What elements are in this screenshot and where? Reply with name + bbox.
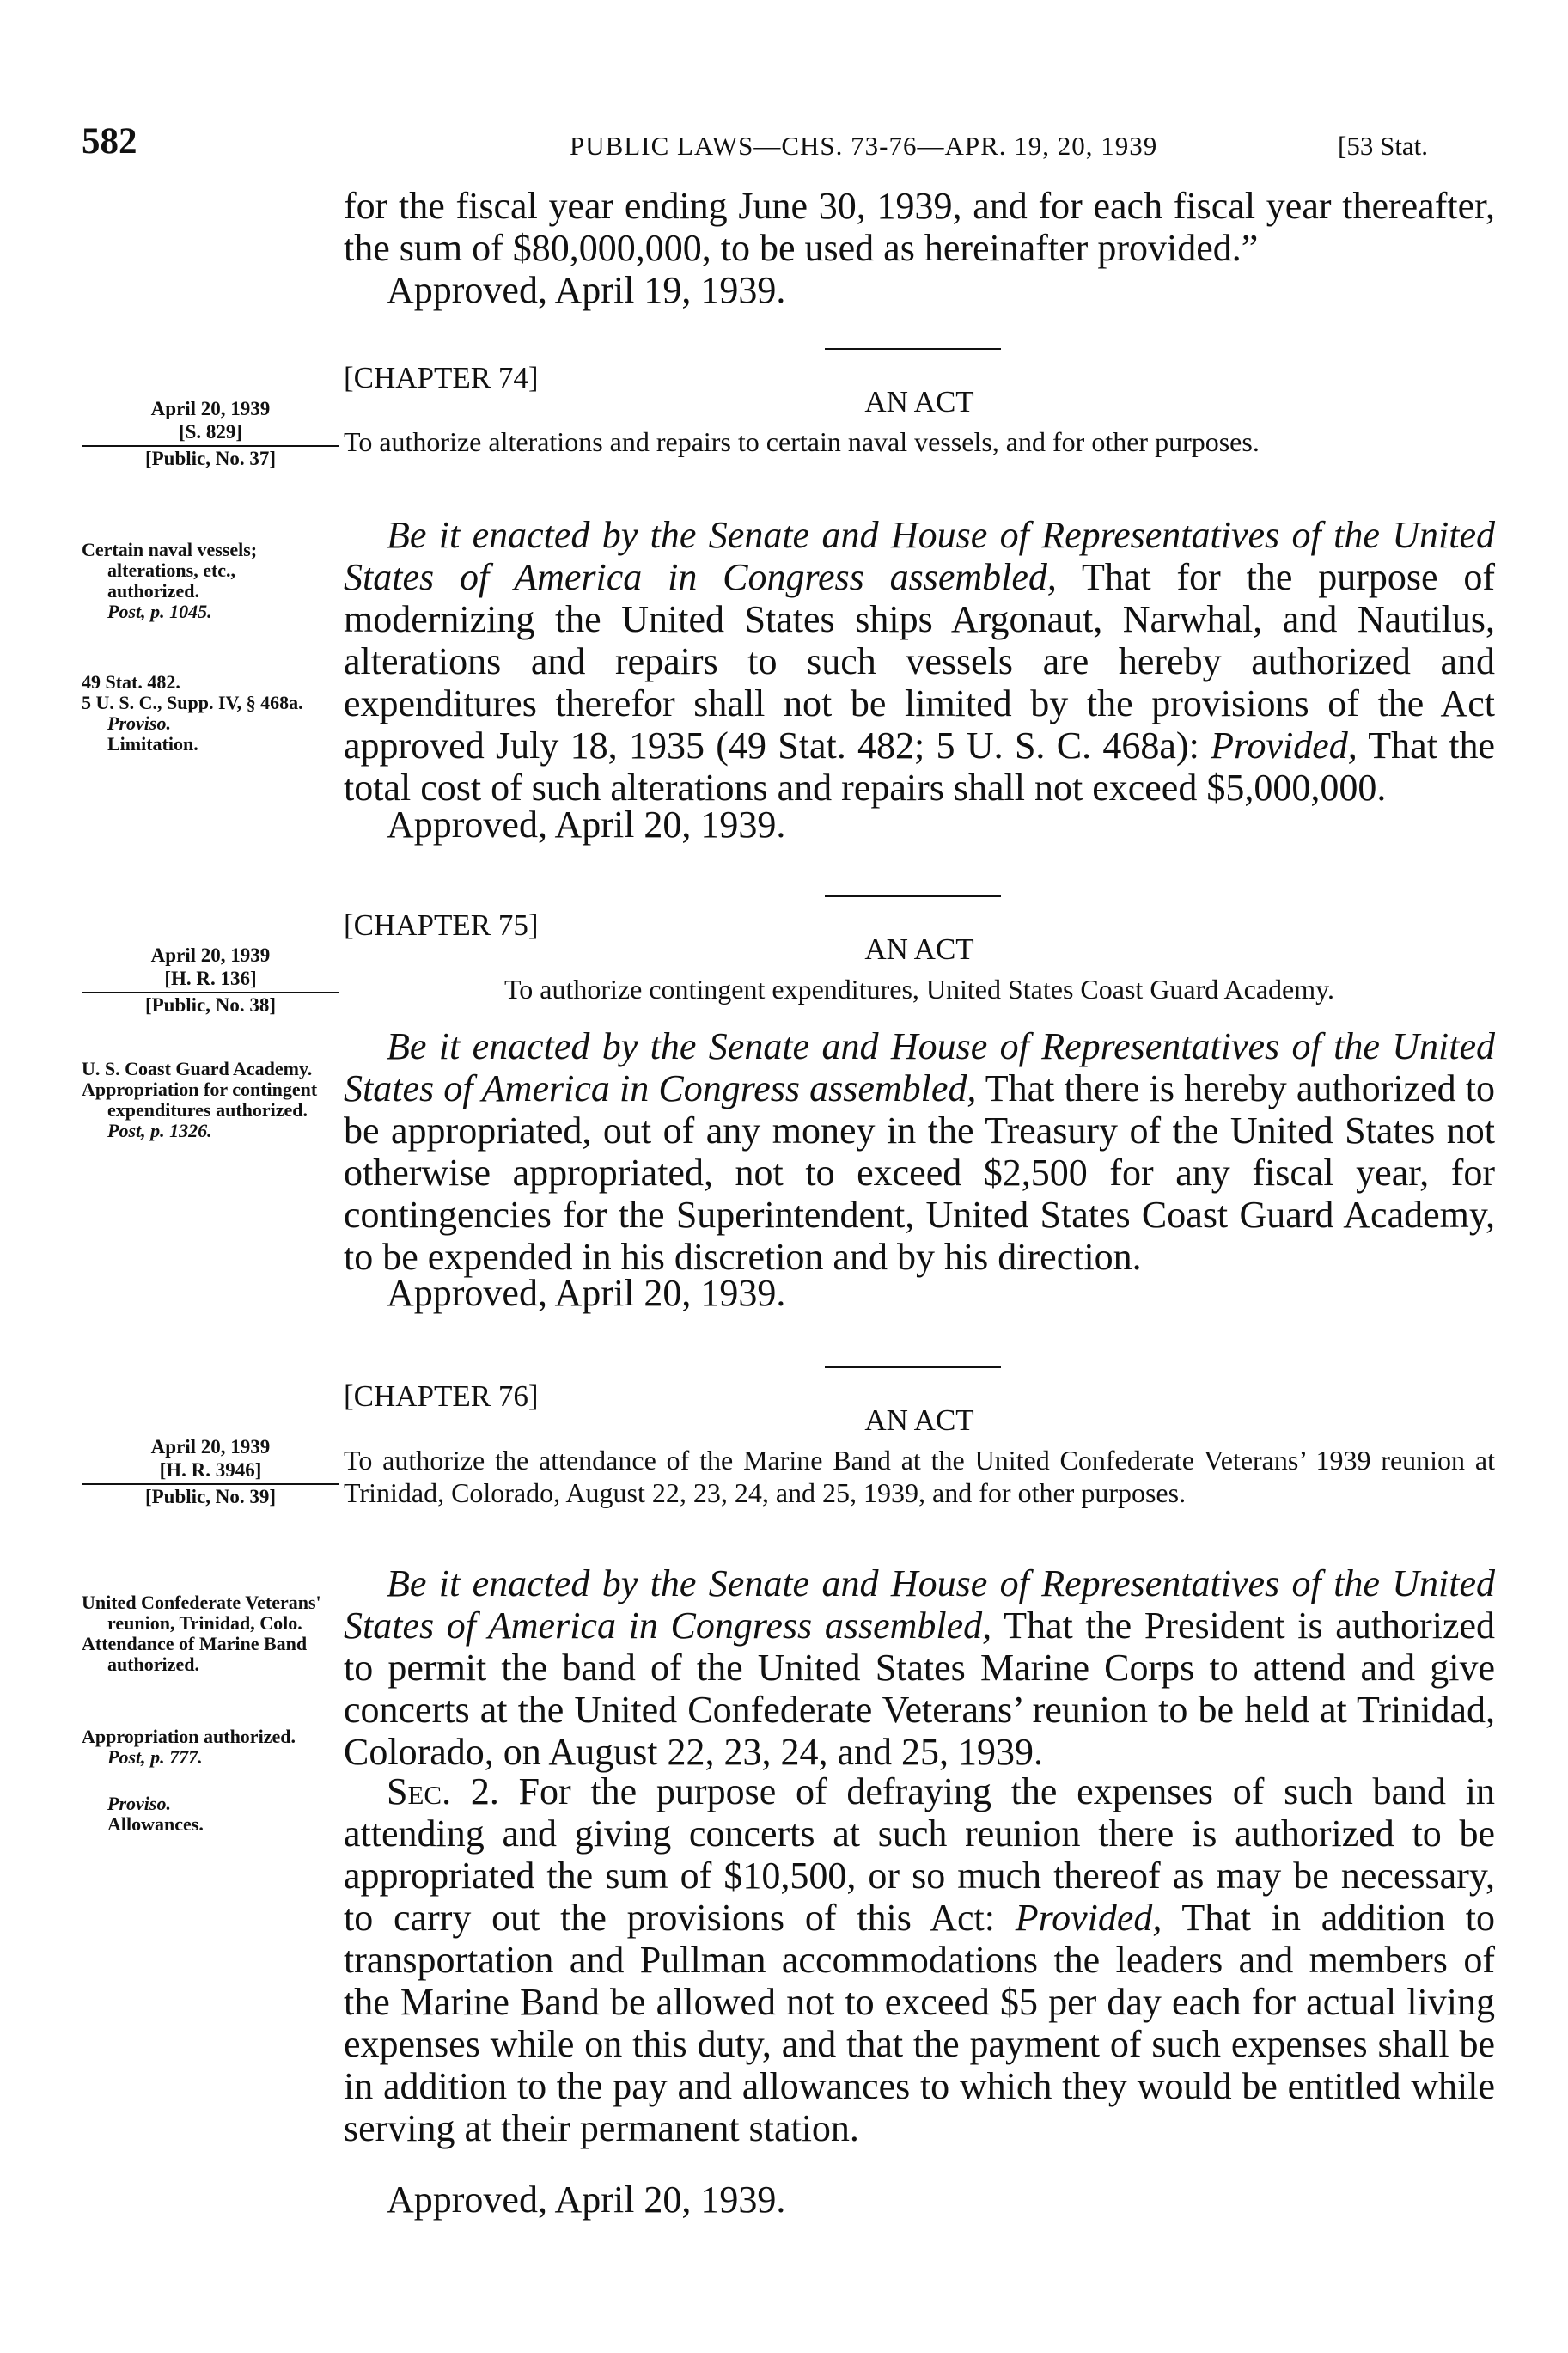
chapter-75-margin-notes bbox=[82, 1059, 331, 1141]
chapter-76-approved: Approved, April 20, 1939. bbox=[387, 2179, 786, 2221]
margin-note: Proviso. bbox=[107, 1793, 171, 1814]
chapter-75-an-act: AN ACT bbox=[864, 932, 974, 966]
chapter-76-sec2-label: Sec. 2. bbox=[387, 1770, 499, 1812]
chapter-74-an-act: AN ACT bbox=[864, 385, 974, 419]
chapter-75-public: [Public, No. 38] bbox=[144, 994, 277, 1016]
margin-note: 49 Stat. 482. bbox=[82, 671, 180, 693]
chapter-divider-76 bbox=[825, 1366, 1001, 1368]
margin-note: Post, p. 777. bbox=[107, 1746, 203, 1768]
chapter-76-date: April 20, 1939 bbox=[150, 1436, 271, 1458]
chapter-divider-75 bbox=[825, 895, 1001, 897]
running-title: PUBLIC LAWS—CHS. 73-76—APR. 19, 20, 1939 bbox=[570, 131, 1158, 161]
chapter-75-date: April 20, 1939 bbox=[150, 944, 271, 966]
chapter-74-bill: [S. 829] bbox=[82, 420, 339, 447]
chapter-75-body: That there is hereby authorized to be appropriated, out of any money in the Treasury of the United States not otherwise appropriated, not to exceed $2,500 for any fiscal year, for contingencies for the Superintendent, United States Coast Guard Academy, to be expended in his discretion and by his direction. bbox=[344, 1067, 1495, 1278]
chapter-74-title bbox=[344, 425, 1495, 458]
margin-note: 5 U. S. C., Supp. IV, § 468a. bbox=[82, 692, 303, 713]
chapter-74-side-heading bbox=[82, 397, 339, 470]
chapter-74-date: April 20, 1939 bbox=[150, 398, 271, 419]
margin-note: Post, p. 1326. bbox=[107, 1120, 212, 1141]
margin-note: Post, p. 1045. bbox=[107, 601, 212, 622]
volume-reference: [53 Stat. bbox=[1338, 131, 1429, 161]
carryover-approved: Approved, April 19, 1939. bbox=[387, 269, 786, 311]
chapter-76-text bbox=[344, 1562, 1495, 1773]
chapter-74-proviso-word: Provided, bbox=[1211, 724, 1358, 767]
chapter-74-enacting: Be it enacted by the Senate and House of Representatives of the United States of America in Congress assembled, bbox=[344, 514, 1495, 598]
chapter-76-number: [CHAPTER 76] bbox=[344, 1379, 539, 1413]
margin-note: Allowances. bbox=[107, 1813, 204, 1835]
chapter-75-approved: Approved, April 20, 1939. bbox=[387, 1272, 786, 1314]
margin-note: Certain naval vessels; alterations, etc., authorized. bbox=[82, 539, 258, 602]
chapter-74-approved: Approved, April 20, 1939. bbox=[387, 804, 786, 846]
chapter-74-proviso-text: That the total cost of such alterations and repairs shall not exceed $5,000,000. bbox=[344, 724, 1495, 809]
margin-note: United Confederate Veterans' reunion, Trinidad, Colo. bbox=[82, 1592, 321, 1634]
chapter-74-margin-notes bbox=[82, 540, 331, 755]
chapter-76-proviso-word: Provided, bbox=[1015, 1897, 1162, 1939]
carryover-paragraph: for the fiscal year ending June 30, 1939, and for each fiscal year thereafter, the sum of $80,000,000, to be used as hereinafter provided.” bbox=[344, 185, 1495, 269]
chapter-75-text bbox=[344, 1025, 1495, 1278]
margin-note: U. S. Coast Guard Academy. bbox=[82, 1058, 313, 1079]
chapter-75-number: [CHAPTER 75] bbox=[344, 908, 539, 942]
chapter-76-section-2 bbox=[344, 1770, 1495, 2149]
margin-note: Attendance of Marine Band authorized. bbox=[82, 1633, 308, 1675]
margin-note: Limitation. bbox=[107, 733, 198, 755]
chapter-76-enacting: Be it enacted by the Senate and House of Representatives of the United States of America in Congress assembled, bbox=[344, 1562, 1495, 1647]
margin-note: Appropriation authorized. bbox=[82, 1726, 296, 1747]
chapter-74-title-text: To authorize alterations and repairs to certain naval vessels, and for other purposes. bbox=[344, 426, 1260, 457]
chapter-74-text bbox=[344, 514, 1495, 809]
chapter-76-public: [Public, No. 39] bbox=[144, 1486, 277, 1507]
chapter-75-side-heading bbox=[82, 944, 339, 1017]
chapter-75-bill: [H. R. 136] bbox=[82, 967, 339, 993]
chapter-74-public: [Public, No. 37] bbox=[144, 448, 277, 469]
chapter-74-number: [CHAPTER 74] bbox=[344, 361, 539, 394]
page-number: 582 bbox=[82, 121, 137, 162]
margin-note: Proviso. bbox=[107, 712, 171, 734]
chapter-divider-74 bbox=[825, 348, 1001, 350]
chapter-74-body: That for the purpose of modernizing the United States ships Argonaut, Narwhal, and Nautilus, alterations and repairs to such vessels are hereby authorized and expenditures therefor shall not be limited by the provisions of the Act approved July 18, 1935 (49 Stat. 482; 5 U. S. C. 468a): bbox=[344, 556, 1495, 767]
chapter-75-enacting: Be it enacted by the Senate and House of Representatives of the United States of America in Congress assembled, bbox=[344, 1025, 1495, 1109]
chapter-76-margin-notes bbox=[82, 1592, 331, 1835]
chapter-76-side-heading bbox=[82, 1435, 339, 1508]
chapter-76-sec2-text: For the purpose of defraying the expenses of such band in attending and giving concerts at such reunion there is authorized to be appropriated the sum of $10,500, or so much thereof as may be necessary, to carry out the provisions of this Act: bbox=[344, 1770, 1496, 1939]
chapter-75-title: To authorize contingent expenditures, United States Coast Guard Academy. bbox=[503, 974, 1335, 1005]
chapter-76-title: To authorize the attendance of the Marine Band at the United Confederate Veterans’ 1939 reunion at Trinidad, Colorado, August 22, 23, 24, and 25, 1939, and for other purposes. bbox=[344, 1445, 1495, 1508]
margin-note: Appropriation for contingent expenditures authorized. bbox=[82, 1079, 318, 1121]
page-header bbox=[82, 120, 1495, 172]
chapter-76-proviso-text: That in addition to transportation and Pullman accommodations the leaders and members of the Marine Band be allowed not to exceed $5 per day each for actual living expenses while on this duty, and that the payment of such expenses shall be in addition to the pay and allowances to which they would be entitled while serving at their permanent station. bbox=[344, 1897, 1495, 2149]
chapter-76-body: That the President is authorized to permit the band of the United States Marine Corps to attend and give concerts at the United Confederate Veterans’ reunion to be held at Trinidad, Colorado, on August 22, 23, 24, and 25, 1939. bbox=[344, 1604, 1495, 1773]
chapter-76-bill: [H. R. 3946] bbox=[82, 1458, 339, 1485]
chapter-76-an-act: AN ACT bbox=[864, 1403, 974, 1437]
